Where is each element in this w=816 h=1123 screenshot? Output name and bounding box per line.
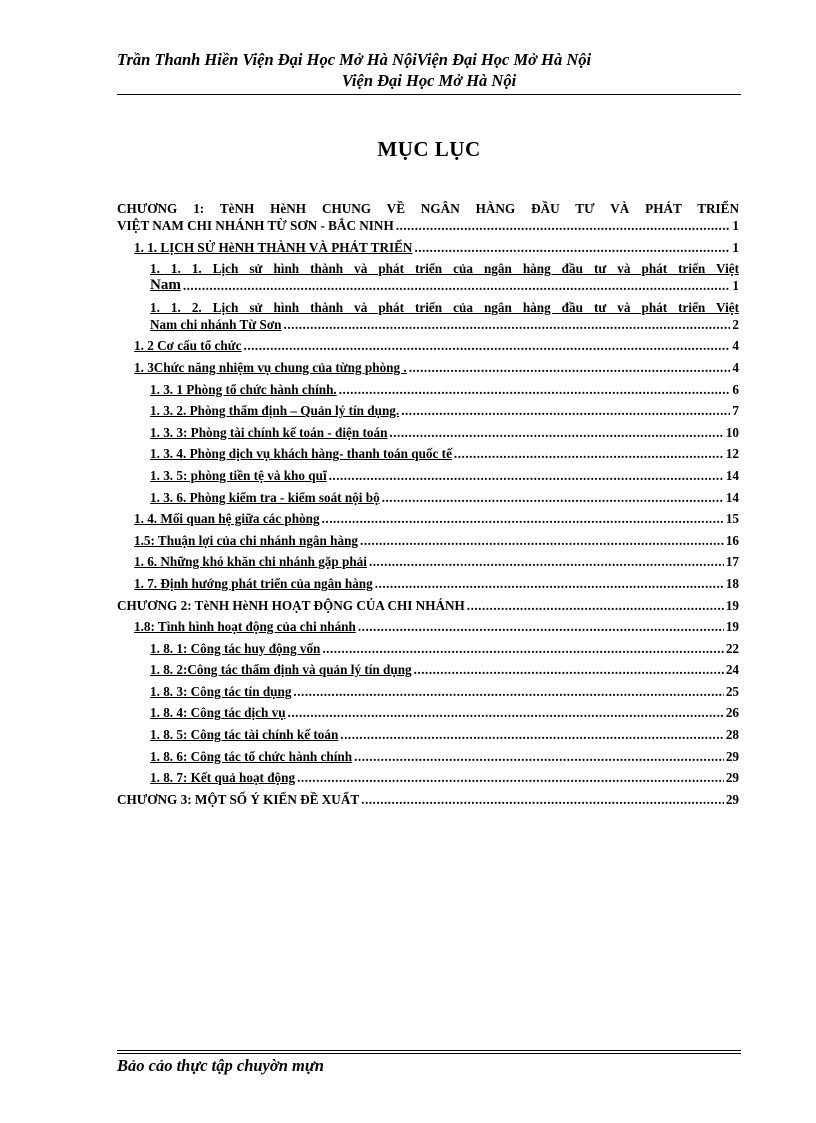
toc-page-number: 1 [732, 239, 739, 255]
toc-leader-dots [183, 277, 731, 294]
toc-entry-text-line-2: VIỆT NAM CHI NHÁNH TỪ SƠN - BẮC NINH [117, 218, 394, 233]
toc-leader-dots [414, 239, 730, 256]
toc-leader-dots [322, 640, 723, 657]
toc-entry-text: 1. 2 Cơ cấu tổ chức [134, 338, 242, 354]
toc-leader-dots [389, 424, 723, 441]
toc-entry-text: 1. 3. 4. Phòng dịch vụ khách hàng- thanh toán quốc tế [150, 446, 452, 462]
footer-rule-inner [117, 1053, 741, 1054]
toc-leader-dots [329, 467, 724, 484]
footer-rule [117, 1050, 741, 1051]
toc-entry-1-6[interactable] [117, 553, 739, 570]
page-header [117, 49, 741, 91]
toc-entry-text-line-1: 1. 1. 1. Lịch sử hình thành và phát triển của ngân hàng đầu tư và phát triển Việt [150, 261, 739, 277]
toc-entry-text: 1. 4. Mối quan hệ giữa các phòng [134, 511, 320, 527]
toc-entry-text-line-1: 1. 1. 2. Lịch sử hình thành và phát triển của ngân hàng đầu tư và phát triển Việt [150, 299, 739, 315]
toc-page-number: 1 [732, 278, 739, 294]
toc-page-number: 24 [725, 662, 739, 678]
header-line-1: Trần Thanh Hiền Viện Đại Học Mở Hà NộiViện Đại Học Mở Hà Nội [117, 50, 592, 69]
toc-entry-text: 1. 3. 6. Phòng kiểm tra - kiểm soát nội bộ [150, 489, 380, 505]
toc-leader-dots [369, 553, 724, 570]
toc-entry-chapter-1[interactable] [117, 200, 739, 234]
toc-leader-dots [339, 381, 731, 398]
toc-leader-dots [358, 618, 724, 635]
toc-leader-dots [382, 489, 724, 506]
toc-entry-1-8-2[interactable] [117, 661, 739, 678]
toc-page-number: 17 [725, 554, 739, 570]
toc-entry-text: 1.8: Tình hình hoạt động của chi nhánh [134, 619, 356, 635]
header-line-2: Viện Đại Học Mở Hà Nội [341, 71, 517, 90]
toc-entry-text: 1. 8. 2:Công tác thẩm định và quản lý tín dụng [150, 662, 412, 678]
toc-entry-1-7[interactable] [117, 575, 739, 592]
table-of-contents [117, 200, 739, 812]
toc-entry-text: 1. 8. 1: Công tác huy động vốn [150, 640, 321, 656]
toc-page-number: 10 [725, 424, 739, 440]
toc-page-number: 26 [725, 705, 739, 721]
toc-page-number: 14 [725, 467, 739, 483]
toc-page-number: 4 [732, 338, 739, 354]
toc-entry-1-8-7[interactable] [117, 769, 739, 786]
toc-entry-1-8-6[interactable] [117, 748, 739, 765]
toc-page-number: 18 [725, 575, 739, 591]
toc-leader-dots [467, 597, 724, 614]
toc-leader-dots [361, 791, 724, 808]
toc-entry-1-3-4[interactable] [117, 445, 739, 462]
toc-leader-dots [322, 510, 724, 527]
toc-entry-text: 1.5: Thuận lợi của chi nhánh ngân hàng [134, 532, 359, 548]
page-title: MỤC LỤC [377, 137, 481, 161]
toc-entry-1-8-4[interactable] [117, 704, 739, 721]
header-rule [117, 94, 741, 95]
toc-page-number: 15 [725, 511, 739, 527]
toc-entry-text: 1. 1. LỊCH SỬ HèNH THÀNH VÀ PHÁT TRIỂN [134, 239, 413, 255]
toc-page-number: 29 [725, 791, 739, 807]
toc-leader-dots [375, 575, 724, 592]
toc-page-number: 16 [725, 532, 739, 548]
toc-page-number: 7 [732, 403, 739, 419]
toc-entry-1-8-5[interactable] [117, 726, 739, 743]
toc-entry-1-3-1[interactable] [117, 381, 739, 398]
toc-leader-dots [297, 769, 724, 786]
toc-entry-text: CHƯƠNG 2: TèNH HèNH HOẠT ĐỘNG CỦA CHI NHÁNH [117, 597, 465, 613]
toc-leader-dots [284, 316, 731, 333]
toc-page-number: 6 [732, 381, 739, 397]
toc-entry-text: 1. 3Chức năng nhiệm vụ chung của từng phòng . [134, 359, 407, 375]
toc-leader-dots [414, 661, 724, 678]
toc-entry-1-3[interactable] [117, 359, 739, 376]
toc-entry-1-3-6[interactable] [117, 489, 739, 506]
toc-entry-chapter-3[interactable] [117, 791, 739, 808]
toc-entry-1-2[interactable] [117, 337, 739, 354]
toc-entry-text: 1. 3. 2. Phòng thẩm định – Quản lý tín dụng. [150, 403, 400, 419]
toc-leader-dots [293, 683, 723, 700]
toc-entry-text: 1. 8. 3: Công tác tín dụng [150, 683, 292, 699]
toc-entry-1-3-5[interactable] [117, 467, 739, 484]
toc-leader-dots [454, 445, 724, 462]
toc-leader-dots [401, 402, 730, 419]
toc-entry-1-8[interactable] [117, 618, 739, 635]
toc-page-number: 12 [725, 446, 739, 462]
toc-leader-dots [288, 704, 724, 721]
toc-leader-dots [354, 748, 724, 765]
toc-entry-1-5[interactable] [117, 532, 739, 549]
toc-page-number: 4 [732, 359, 739, 375]
toc-entry-text: 1. 8. 7: Kết quả hoạt động [150, 770, 296, 786]
toc-entry-text: 1. 3. 3: Phòng tài chính kế toán - điện toán [150, 424, 388, 440]
toc-entry-1-1-1[interactable] [117, 260, 739, 294]
toc-leader-dots [360, 532, 724, 549]
toc-leader-dots [244, 337, 731, 354]
toc-page-number: 22 [725, 640, 739, 656]
toc-entry-1-3-3[interactable] [117, 424, 739, 441]
toc-entry-text: 1. 7. Định hướng phát triển của ngân hàng [134, 575, 373, 591]
toc-page-number: 19 [725, 597, 739, 613]
toc-page-number: 1 [732, 218, 739, 233]
toc-entry-text: 1. 8. 6: Công tác tổ chức hành chính [150, 748, 353, 764]
toc-leader-dots [340, 726, 724, 743]
toc-entry-text: 1. 6. Những khó khăn chi nhánh gặp phải [134, 554, 367, 570]
toc-page-number: 28 [725, 727, 739, 743]
toc-entry-text-line-2: Nam [150, 277, 181, 294]
toc-entry-1-3-2[interactable] [117, 402, 739, 419]
toc-entry-text: 1. 3. 1 Phòng tổ chức hành chính. [150, 381, 337, 397]
toc-entry-text: 1. 3. 5: phòng tiền tệ và kho quĩ [150, 467, 327, 483]
toc-page-number: 2 [732, 316, 739, 332]
toc-leader-dots [409, 359, 731, 376]
toc-page-number: 29 [725, 770, 739, 786]
toc-entry-text: 1. 8. 4: Công tác dịch vụ [150, 705, 286, 721]
toc-page-number: 14 [725, 489, 739, 505]
toc-entry-text: CHƯƠNG 3: MỘT SỐ Ý KIẾN ĐỀ XUẤT [117, 791, 360, 807]
toc-entry-text-line-1: CHƯƠNG 1: TèNH HèNH CHUNG VỀ NGÂN HÀNG ĐẦU TƯ VÀ PHÁT TRIỂN [117, 201, 739, 216]
toc-entry-text: 1. 8. 5: Công tác tài chính kế toán [150, 727, 339, 743]
toc-page-number: 19 [725, 619, 739, 635]
page-footer: Bảo cảo thực tập chuyờn mựn [117, 1056, 324, 1075]
toc-entry-1-4[interactable] [117, 510, 739, 527]
toc-entry-chapter-2[interactable] [117, 597, 739, 614]
toc-page-number: 25 [725, 683, 739, 699]
toc-leader-dots [396, 217, 731, 234]
toc-entry-text-line-2: Nam chi nhánh Từ Sơn [150, 316, 282, 332]
toc-page-number: 29 [725, 748, 739, 764]
toc-entry-1-1-2[interactable] [117, 299, 739, 333]
toc-entry-1-8-3[interactable] [117, 683, 739, 700]
toc-entry-1-1[interactable] [117, 239, 739, 256]
toc-entry-1-8-1[interactable] [117, 640, 739, 657]
